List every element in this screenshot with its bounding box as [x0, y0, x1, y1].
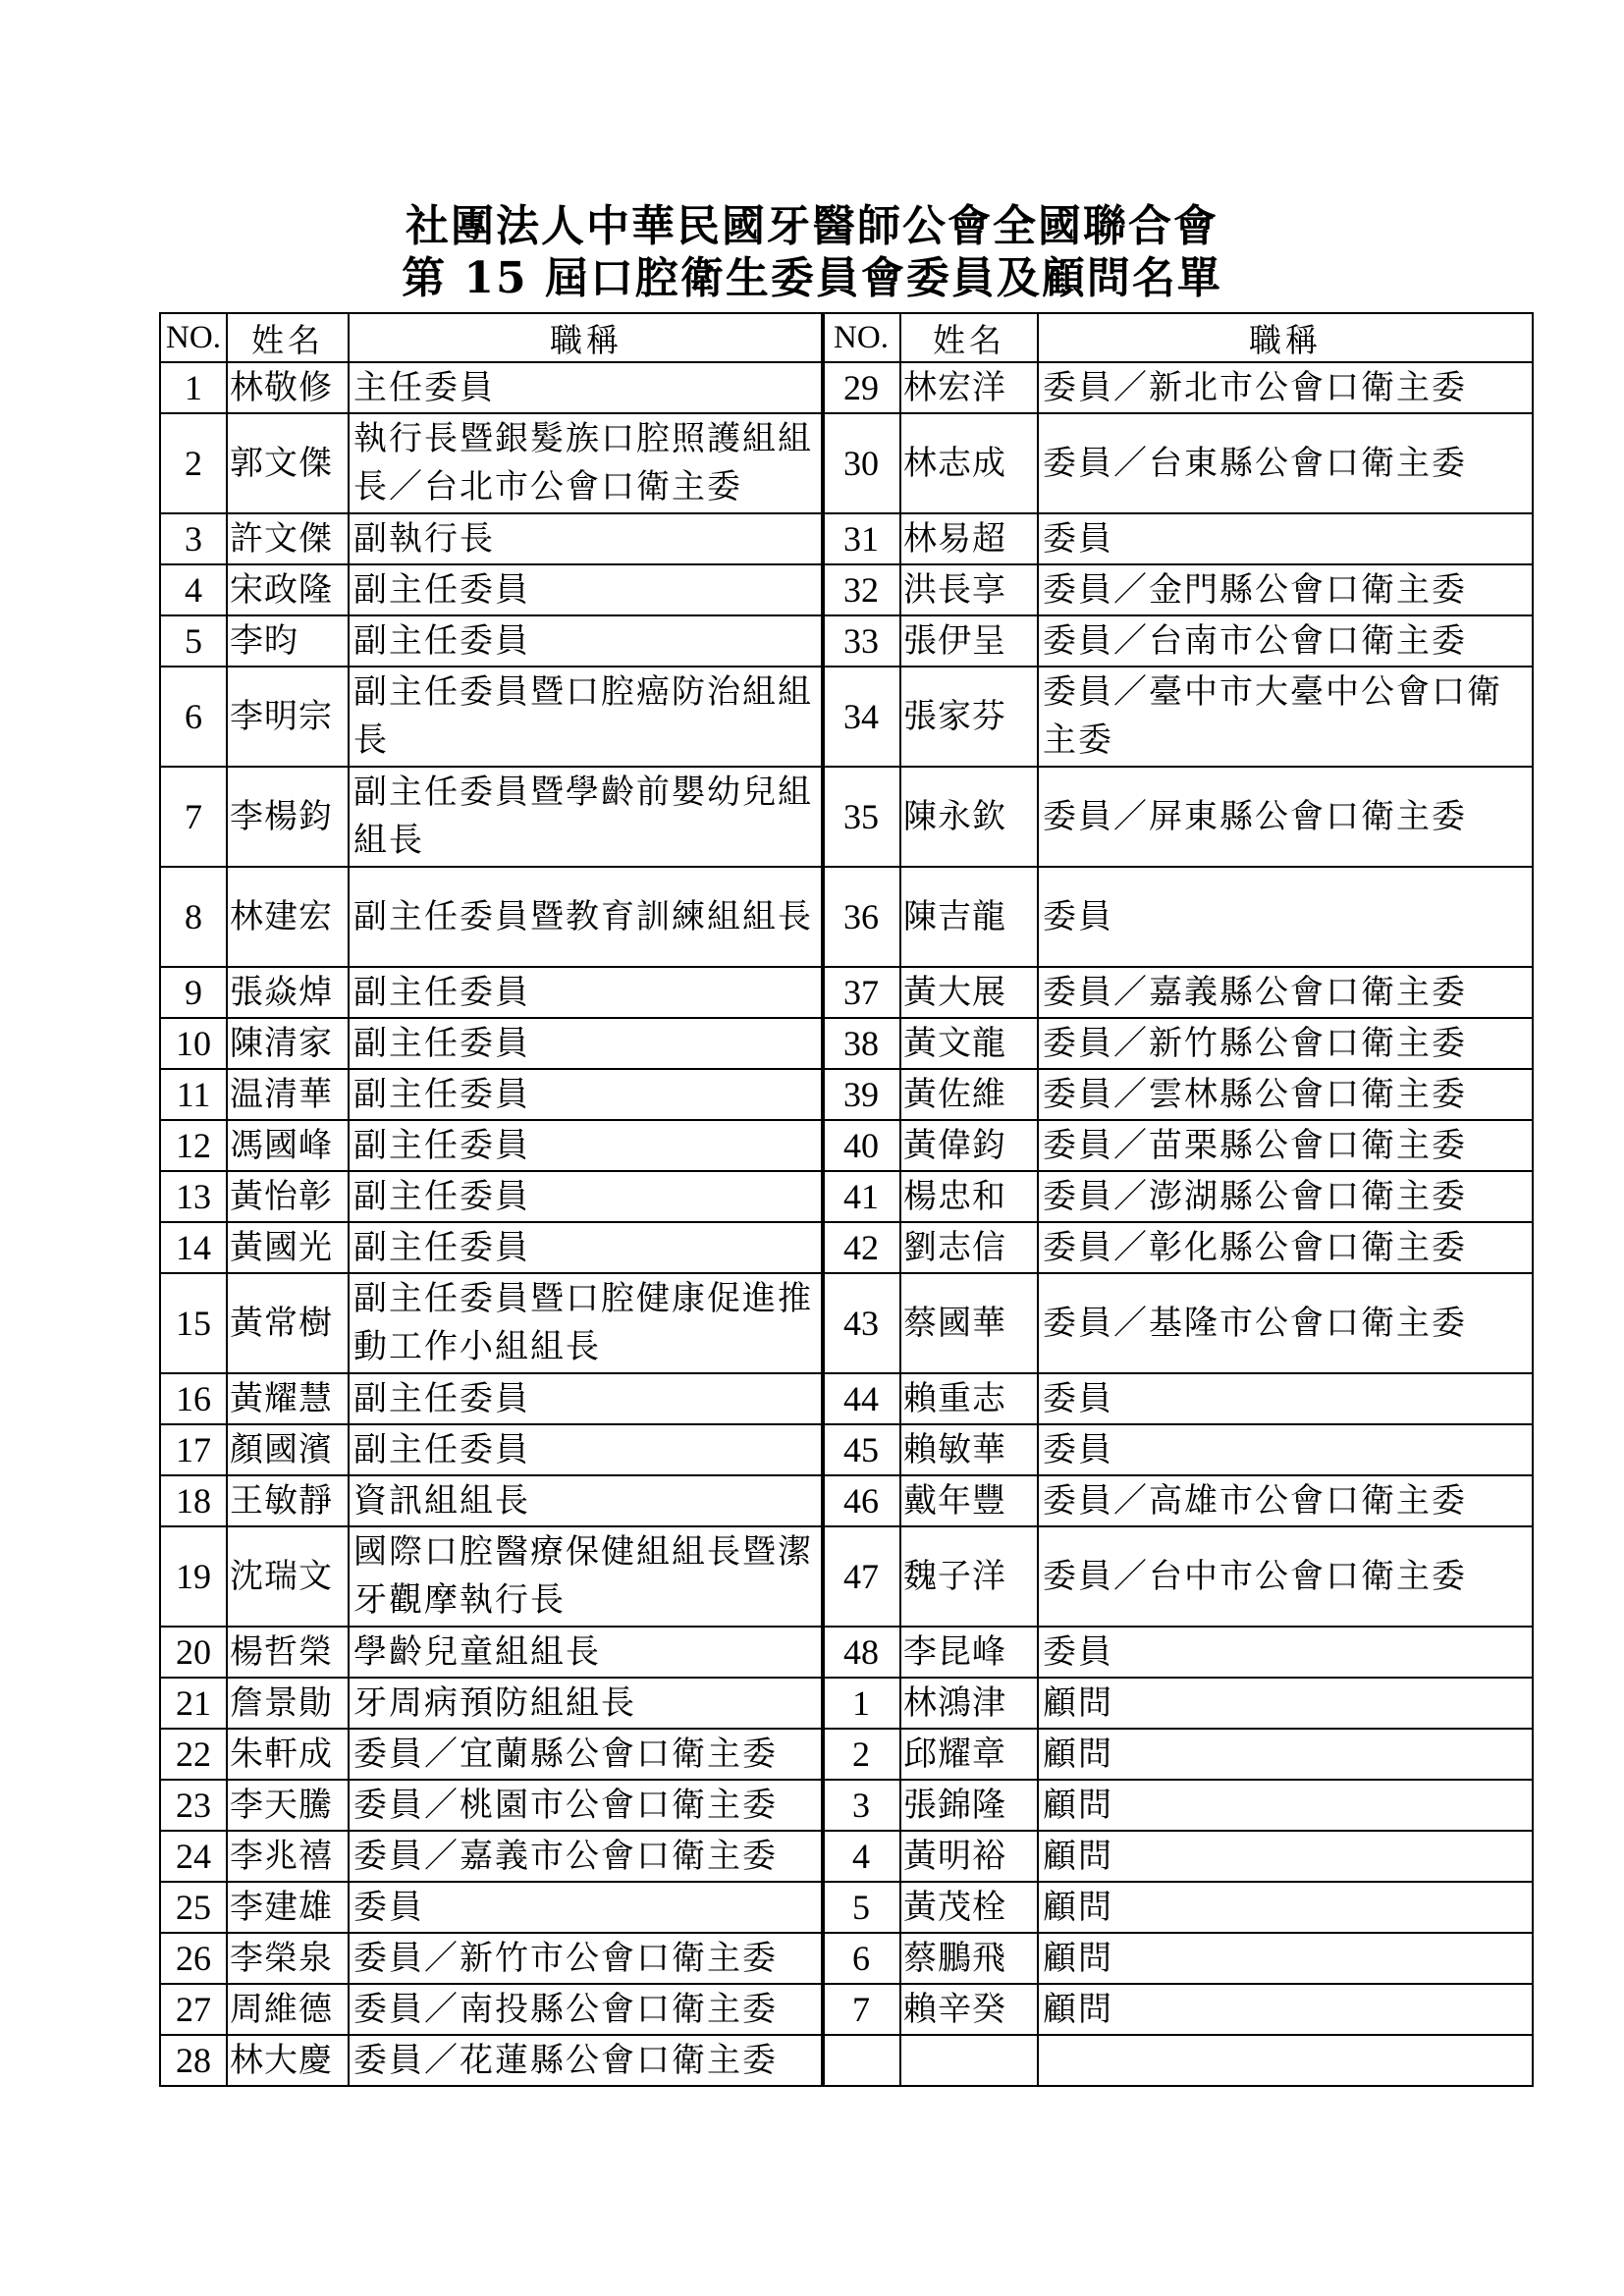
- table-row: [160, 1069, 824, 1120]
- row-title: 國際口腔醫療保健組組長暨潔牙觀摩執行長: [349, 1526, 824, 1627]
- row-no: 24: [160, 1831, 227, 1882]
- row-name: 李昆峰: [900, 1627, 1038, 1678]
- table-row: [160, 1171, 824, 1222]
- row-no: 21: [160, 1678, 227, 1729]
- table-row: [822, 1069, 1533, 1120]
- row-title: 委員／彰化縣公會口衛主委: [1038, 1222, 1533, 1273]
- row-name: 蔡國華: [900, 1273, 1038, 1373]
- table-row: [160, 1882, 824, 1933]
- row-name: 李建雄: [227, 1882, 349, 1933]
- table-row: [160, 413, 824, 513]
- table-row: [822, 1373, 1533, 1424]
- row-no: 44: [822, 1373, 900, 1424]
- row-name: 王敏靜: [227, 1475, 349, 1526]
- row-name: 李榮泉: [227, 1933, 349, 1984]
- row-no: 41: [822, 1171, 900, 1222]
- row-title: 副主任委員: [349, 967, 824, 1018]
- row-title: 副主任委員: [349, 1069, 824, 1120]
- row-name: 賴辛癸: [900, 1984, 1038, 2035]
- table-row: [822, 1018, 1533, 1069]
- row-title: 顧問: [1038, 1882, 1533, 1933]
- row-no: 1: [822, 1678, 900, 1729]
- row-title: 委員／宜蘭縣公會口衛主委: [349, 1729, 824, 1780]
- row-name: 李昀: [227, 615, 349, 667]
- row-no: 20: [160, 1627, 227, 1678]
- row-no: 37: [822, 967, 900, 1018]
- row-no: 38: [822, 1018, 900, 1069]
- row-name: 張焱焯: [227, 967, 349, 1018]
- row-title: 副主任委員: [349, 1018, 824, 1069]
- table-row: [160, 867, 824, 967]
- row-no: 27: [160, 1984, 227, 2035]
- row-title: 副主任委員暨口腔健康促進推動工作小組組長: [349, 1273, 824, 1373]
- row-name: 黃偉鈞: [900, 1120, 1038, 1171]
- row-no: 6: [822, 1933, 900, 1984]
- row-name: 林建宏: [227, 867, 349, 967]
- row-title: 副主任委員暨學齡前嬰幼兒組組長: [349, 767, 824, 867]
- table-row: [822, 1120, 1533, 1171]
- row-title: 委員／花蓮縣公會口衛主委: [349, 2035, 824, 2086]
- table-row: [160, 2035, 824, 2086]
- row-no: 11: [160, 1069, 227, 1120]
- row-no: 13: [160, 1171, 227, 1222]
- row-name: 李天騰: [227, 1780, 349, 1831]
- row-name: 黃常樹: [227, 1273, 349, 1373]
- row-title: 委員／桃園市公會口衛主委: [349, 1780, 824, 1831]
- row-title: 委員／新竹市公會口衛主委: [349, 1933, 824, 1984]
- row-no: 12: [160, 1120, 227, 1171]
- row-title: 委員／高雄市公會口衛主委: [1038, 1475, 1533, 1526]
- row-title: 委員／苗栗縣公會口衛主委: [1038, 1120, 1533, 1171]
- row-title: 委員／新竹縣公會口衛主委: [1038, 1018, 1533, 1069]
- table-row: [160, 564, 824, 615]
- row-name: 林易超: [900, 513, 1038, 564]
- row-title: 委員／新北市公會口衛主委: [1038, 362, 1533, 413]
- table-row: [160, 967, 824, 1018]
- row-name: 許文傑: [227, 513, 349, 564]
- row-name: 邱耀章: [900, 1729, 1038, 1780]
- table-row: [822, 1984, 1533, 2035]
- header-row: [822, 313, 1533, 362]
- table-row: [822, 1627, 1533, 1678]
- row-name: 黃文龍: [900, 1018, 1038, 1069]
- row-title: 資訊組組長: [349, 1475, 824, 1526]
- row-name: 黃國光: [227, 1222, 349, 1273]
- row-title: 委員／屏東縣公會口衛主委: [1038, 767, 1533, 867]
- row-no: 47: [822, 1526, 900, 1627]
- row-title: 副執行長: [349, 513, 824, 564]
- row-title: 副主任委員: [349, 1222, 824, 1273]
- row-title: 顧問: [1038, 1933, 1533, 1984]
- row-no: 45: [822, 1424, 900, 1475]
- row-no: 5: [160, 615, 227, 667]
- row-name: 黃佐維: [900, 1069, 1038, 1120]
- table-row: [160, 1678, 824, 1729]
- empty-row: [822, 2035, 1533, 2086]
- table-row: [822, 1780, 1533, 1831]
- row-no: 4: [822, 1831, 900, 1882]
- row-title: 委員／基隆市公會口衛主委: [1038, 1273, 1533, 1373]
- row-no: 22: [160, 1729, 227, 1780]
- row-title: 副主任委員: [349, 564, 824, 615]
- table-row: [160, 1933, 824, 1984]
- row-no: 2: [160, 413, 227, 513]
- row-title: 執行長暨銀髮族口腔照護組組長／台北市公會口衛主委: [349, 413, 824, 513]
- header-title: 職稱: [1038, 313, 1533, 362]
- row-no: 7: [822, 1984, 900, 2035]
- row-name: 李明宗: [227, 667, 349, 767]
- row-name: 戴年豐: [900, 1475, 1038, 1526]
- table-row: [822, 1831, 1533, 1882]
- row-no: 39: [822, 1069, 900, 1120]
- table-row: [160, 1273, 824, 1373]
- row-name: 黃茂栓: [900, 1882, 1038, 1933]
- header-title: 職稱: [349, 313, 824, 362]
- row-no: 10: [160, 1018, 227, 1069]
- table-row: [822, 564, 1533, 615]
- row-no: 40: [822, 1120, 900, 1171]
- row-title: 委員／嘉義縣公會口衛主委: [1038, 967, 1533, 1018]
- empty-cell: [822, 2035, 900, 2086]
- row-no: 4: [160, 564, 227, 615]
- table-row: [160, 1627, 824, 1678]
- table-row: [822, 362, 1533, 413]
- row-name: 黃明裕: [900, 1831, 1038, 1882]
- empty-cell: [900, 2035, 1038, 2086]
- row-title: 委員／臺中市大臺中公會口衛主委: [1038, 667, 1533, 767]
- row-title: 顧問: [1038, 1780, 1533, 1831]
- row-name: 陳吉龍: [900, 867, 1038, 967]
- row-no: 34: [822, 667, 900, 767]
- row-title: 副主任委員: [349, 1373, 824, 1424]
- table-row: [822, 513, 1533, 564]
- row-no: 14: [160, 1222, 227, 1273]
- table-row: [160, 1526, 824, 1627]
- row-no: 18: [160, 1475, 227, 1526]
- row-title: 顧問: [1038, 1831, 1533, 1882]
- row-no: 28: [160, 2035, 227, 2086]
- table-row: [822, 1933, 1533, 1984]
- row-title: 委員: [1038, 1627, 1533, 1678]
- row-no: 33: [822, 615, 900, 667]
- table-row: [822, 867, 1533, 967]
- row-no: 43: [822, 1273, 900, 1373]
- row-title: 顧問: [1038, 1678, 1533, 1729]
- row-name: 張錦隆: [900, 1780, 1038, 1831]
- row-name: 朱軒成: [227, 1729, 349, 1780]
- row-title: 學齡兒童組組長: [349, 1627, 824, 1678]
- table-row: [822, 615, 1533, 667]
- row-no: 30: [822, 413, 900, 513]
- table-row: [160, 767, 824, 867]
- table-row: [822, 1475, 1533, 1526]
- table-row: [822, 1678, 1533, 1729]
- table-row: [822, 413, 1533, 513]
- row-title: 委員／南投縣公會口衛主委: [349, 1984, 824, 2035]
- header-no: NO.: [160, 313, 227, 362]
- row-title: 委員: [1038, 513, 1533, 564]
- row-name: 黃大展: [900, 967, 1038, 1018]
- row-name: 賴敏華: [900, 1424, 1038, 1475]
- table-row: [822, 1882, 1533, 1933]
- row-title: 委員: [1038, 867, 1533, 967]
- roster-table-left: [159, 312, 825, 2087]
- table-row: [160, 1424, 824, 1475]
- row-name: 賴重志: [900, 1373, 1038, 1424]
- roster-table-right: [821, 312, 1534, 2087]
- row-name: 宋政隆: [227, 564, 349, 615]
- row-name: 林鴻津: [900, 1678, 1038, 1729]
- row-no: 5: [822, 1882, 900, 1933]
- row-no: 3: [160, 513, 227, 564]
- row-no: 36: [822, 867, 900, 967]
- row-name: 温清華: [227, 1069, 349, 1120]
- table-row: [160, 667, 824, 767]
- row-no: 3: [822, 1780, 900, 1831]
- row-name: 陳永欽: [900, 767, 1038, 867]
- row-title: 牙周病預防組組長: [349, 1678, 824, 1729]
- row-name: 洪長享: [900, 564, 1038, 615]
- row-no: 46: [822, 1475, 900, 1526]
- row-title: 委員／雲林縣公會口衛主委: [1038, 1069, 1533, 1120]
- document-title-line2: 第 15 屆口腔衛生委員會委員及顧問名單: [402, 253, 1222, 303]
- row-title: 副主任委員暨口腔癌防治組組長: [349, 667, 824, 767]
- row-name: 李楊鈞: [227, 767, 349, 867]
- row-no: 17: [160, 1424, 227, 1475]
- table-row: [160, 615, 824, 667]
- row-title: 委員: [349, 1882, 824, 1933]
- row-name: 周維德: [227, 1984, 349, 2035]
- row-no: 7: [160, 767, 227, 867]
- row-title: 委員: [1038, 1373, 1533, 1424]
- document-title-line1: 社團法人中華民國牙醫師公會全國聯合會: [406, 201, 1218, 251]
- table-row: [160, 1729, 824, 1780]
- table-row: [822, 1222, 1533, 1273]
- row-no: 19: [160, 1526, 227, 1627]
- table-row: [822, 767, 1533, 867]
- table-row: [160, 513, 824, 564]
- table-row: [822, 1273, 1533, 1373]
- row-name: 林敬修: [227, 362, 349, 413]
- table-row: [822, 1526, 1533, 1627]
- row-title: 委員／台東縣公會口衛主委: [1038, 413, 1533, 513]
- row-no: 6: [160, 667, 227, 767]
- table-row: [822, 967, 1533, 1018]
- row-no: 26: [160, 1933, 227, 1984]
- row-title: 委員／澎湖縣公會口衛主委: [1038, 1171, 1533, 1222]
- table-row: [160, 362, 824, 413]
- row-name: 劉志信: [900, 1222, 1038, 1273]
- row-title: 副主任委員: [349, 1424, 824, 1475]
- row-title: 主任委員: [349, 362, 824, 413]
- row-no: 48: [822, 1627, 900, 1678]
- empty-cell: [1038, 2035, 1533, 2086]
- row-name: 林志成: [900, 413, 1038, 513]
- row-name: 林大慶: [227, 2035, 349, 2086]
- row-no: 15: [160, 1273, 227, 1373]
- table-row: [160, 1222, 824, 1273]
- row-name: 黃耀慧: [227, 1373, 349, 1424]
- row-no: 42: [822, 1222, 900, 1273]
- row-name: 馮國峰: [227, 1120, 349, 1171]
- table-row: [822, 1729, 1533, 1780]
- row-title: 委員／台中市公會口衛主委: [1038, 1526, 1533, 1627]
- row-title: 副主任委員: [349, 615, 824, 667]
- row-title: 委員／嘉義市公會口衛主委: [349, 1831, 824, 1882]
- row-name: 張伊呈: [900, 615, 1038, 667]
- row-no: 1: [160, 362, 227, 413]
- row-name: 林宏洋: [900, 362, 1038, 413]
- row-no: 8: [160, 867, 227, 967]
- row-name: 陳清家: [227, 1018, 349, 1069]
- table-row: [160, 1018, 824, 1069]
- row-name: 黃怡彰: [227, 1171, 349, 1222]
- row-name: 楊忠和: [900, 1171, 1038, 1222]
- row-no: 23: [160, 1780, 227, 1831]
- table-row: [822, 667, 1533, 767]
- row-name: 詹景勛: [227, 1678, 349, 1729]
- row-no: 29: [822, 362, 900, 413]
- row-no: 2: [822, 1729, 900, 1780]
- row-name: 李兆禧: [227, 1831, 349, 1882]
- row-name: 魏子洋: [900, 1526, 1038, 1627]
- row-title: 委員: [1038, 1424, 1533, 1475]
- row-name: 張家芬: [900, 667, 1038, 767]
- header-name: 姓名: [900, 313, 1038, 362]
- row-name: 顏國濱: [227, 1424, 349, 1475]
- row-title: 副主任委員: [349, 1171, 824, 1222]
- row-name: 蔡鵬飛: [900, 1933, 1038, 1984]
- row-title: 副主任委員暨教育訓練組組長: [349, 867, 824, 967]
- table-row: [160, 1373, 824, 1424]
- row-no: 16: [160, 1373, 227, 1424]
- table-row: [160, 1475, 824, 1526]
- header-name: 姓名: [227, 313, 349, 362]
- header-no: NO.: [822, 313, 900, 362]
- row-no: 32: [822, 564, 900, 615]
- table-row: [160, 1831, 824, 1882]
- table-row: [160, 1120, 824, 1171]
- row-no: 25: [160, 1882, 227, 1933]
- row-title: 顧問: [1038, 1984, 1533, 2035]
- row-no: 9: [160, 967, 227, 1018]
- header-row: [160, 313, 824, 362]
- row-name: 沈瑞文: [227, 1526, 349, 1627]
- row-title: 副主任委員: [349, 1120, 824, 1171]
- row-title: 顧問: [1038, 1729, 1533, 1780]
- row-name: 郭文傑: [227, 413, 349, 513]
- row-title: 委員／金門縣公會口衛主委: [1038, 564, 1533, 615]
- table-row: [160, 1780, 824, 1831]
- row-no: 35: [822, 767, 900, 867]
- table-row: [160, 1984, 824, 2035]
- table-row: [822, 1171, 1533, 1222]
- row-no: 31: [822, 513, 900, 564]
- table-row: [822, 1424, 1533, 1475]
- row-name: 楊哲榮: [227, 1627, 349, 1678]
- row-title: 委員／台南市公會口衛主委: [1038, 615, 1533, 667]
